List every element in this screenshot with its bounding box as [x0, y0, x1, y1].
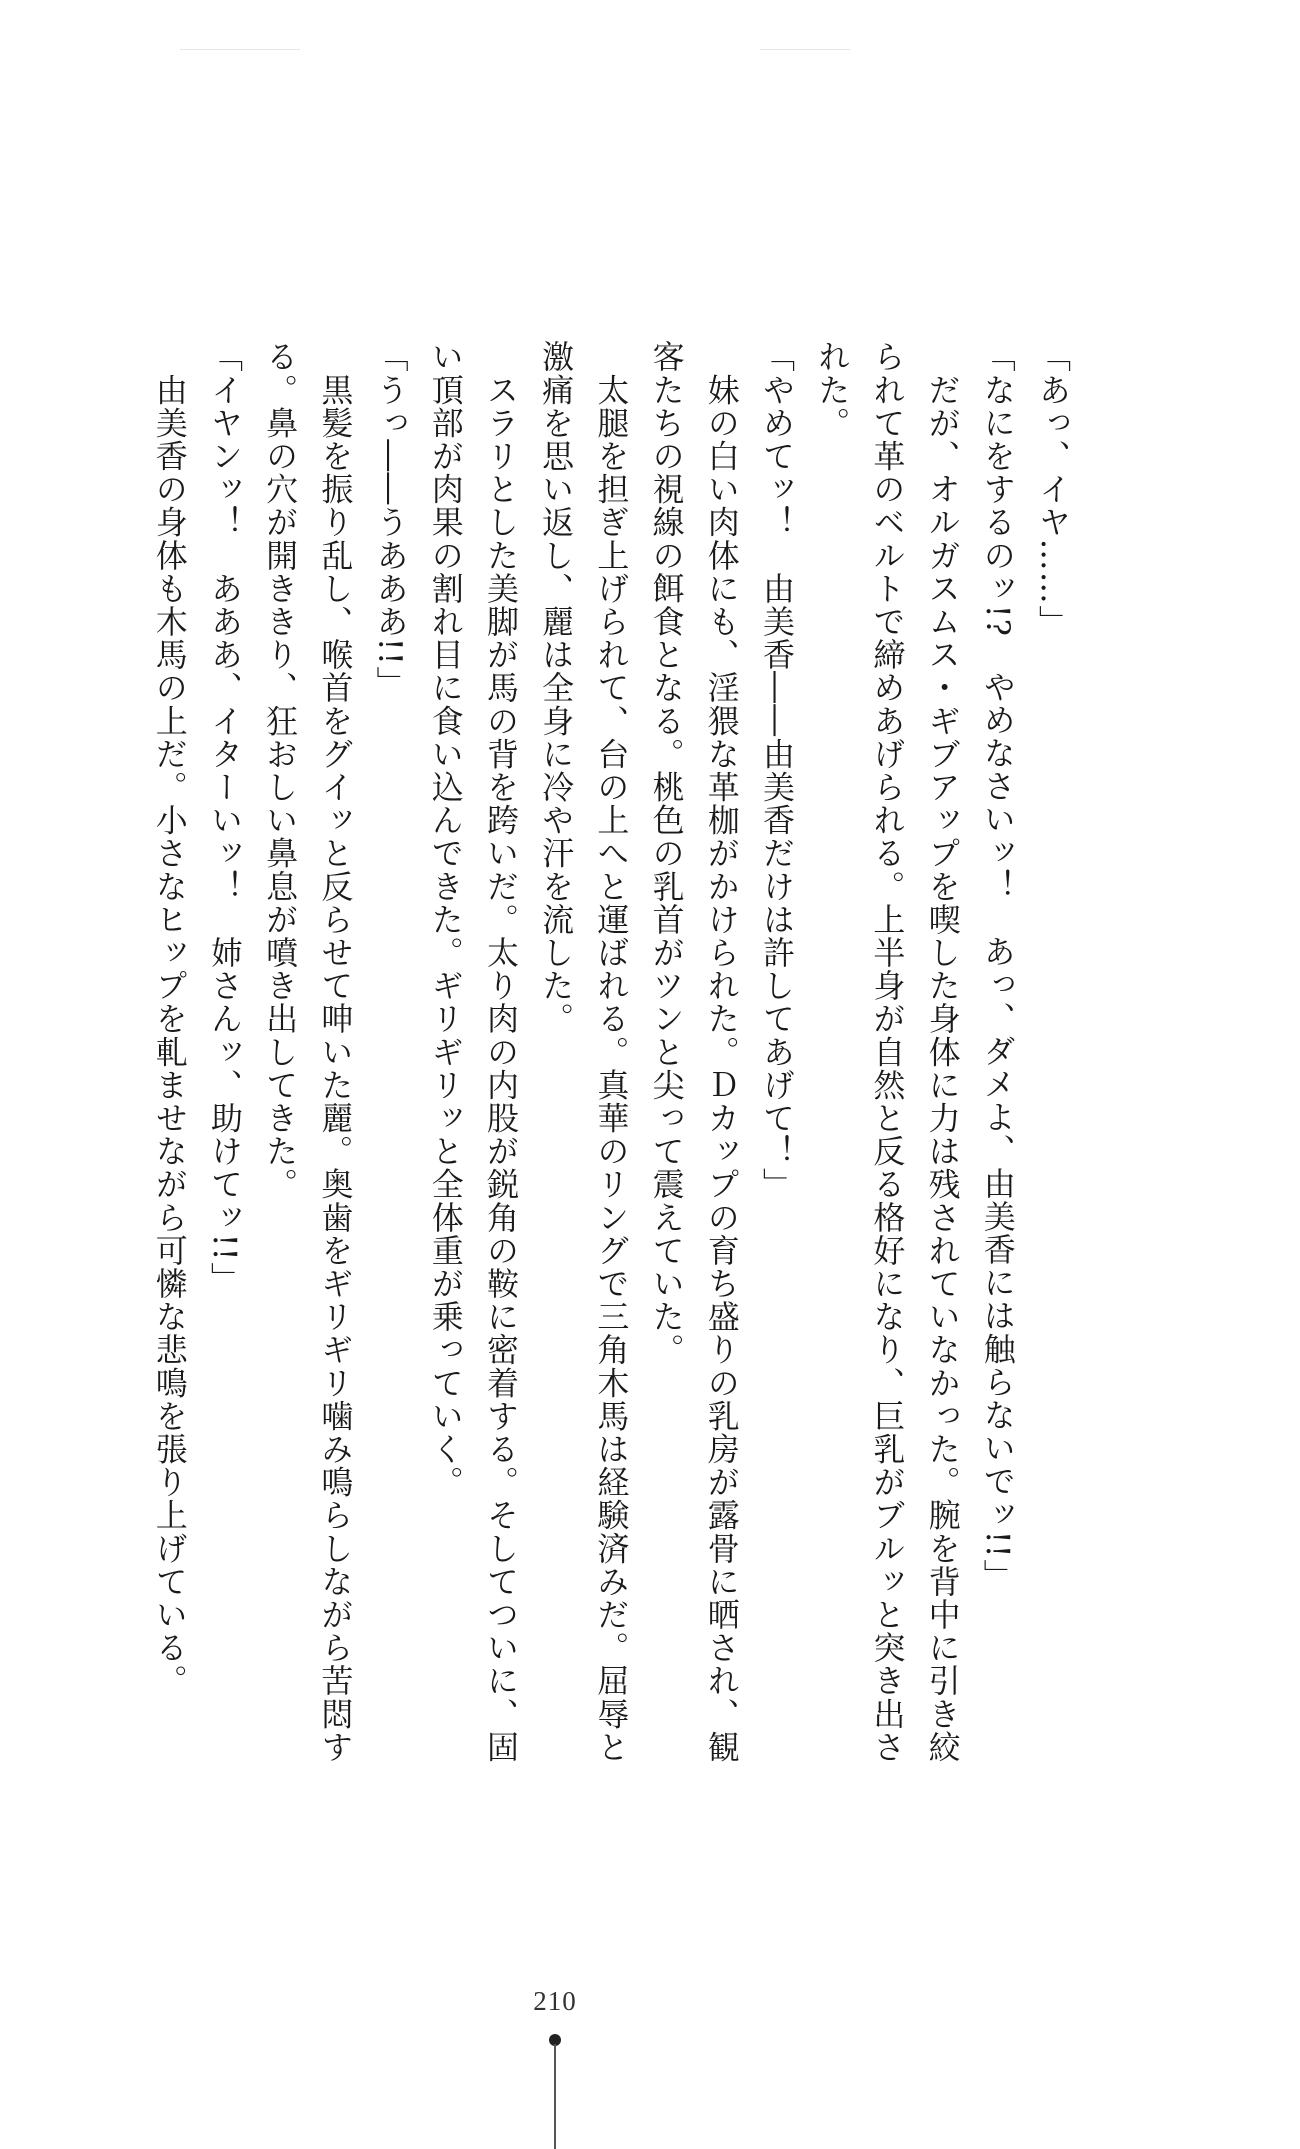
paragraph: 「なにをするのッ!? やめなさいッ！ あっ、ダメよ、由美香には触らないでッ!!」 — [978, 340, 1017, 1592]
header-rule-left — [180, 49, 300, 50]
paragraph: スラリとした美脚が馬の背を跨いだ。太り肉の内股が鋭角の鞍に密着する。そしてついに、固い頂部が肉果の割れ目に食い込んできた。ギリギリッと全体重が乗っていく。 — [426, 340, 520, 1764]
page-marker-icon — [549, 2034, 561, 2149]
paragraph: だが、オルガスムス・ギブアップを喫した身体に力は残されていなかった。腕を背中に引き絞られて革のベルトで締めあげられる。上半身が自然と反る格好になり、巨乳がブルッと突き出された。 — [813, 340, 962, 1764]
paragraph: 黒髪を振り乱し、喉首をグイッと反らせて呻いた麗。奥歯をギリギリ噛み鳴らしながら苦悶する。鼻の穴が開ききり、狂おしい鼻息が噴き出してきた。 — [261, 340, 355, 1764]
page-number: 210 — [533, 1986, 577, 2016]
body-text — [142, 340, 1080, 1780]
marker-line — [554, 2044, 556, 2149]
paragraph: 由美香の身体も木馬の上だ。小さなヒップを軋ませながら可憐な悲鳴を張り上げている。 — [150, 340, 189, 1698]
paragraph: 「イヤンッ！ あああ、イターいッ！ 姉さんッ、助けてッ!!」 — [205, 340, 244, 1295]
header-rule-right — [760, 49, 850, 50]
paragraph: 「やめてッ！ 由美香――由美香だけは許してあげて！」 — [757, 340, 796, 1201]
paragraph: 「うっ――うあああ!!」 — [371, 340, 410, 699]
paragraph: 「あっ、イヤ……」 — [1034, 340, 1072, 638]
paragraph: 太腿を担ぎ上げられて、台の上へと運ばれる。真華のリングで三角木馬は経験済みだ。屈辱と激痛を思い返し、麗は全身に冷や汗を流した。 — [537, 340, 631, 1764]
paragraph: 妹の白い肉体にも、淫猥な革枷がかけられた。Ｄカップの育ち盛りの乳房が露骨に晒され、観客たちの視線の餌食となる。桃色の乳首がツンと尖って震えていた。 — [647, 340, 741, 1764]
